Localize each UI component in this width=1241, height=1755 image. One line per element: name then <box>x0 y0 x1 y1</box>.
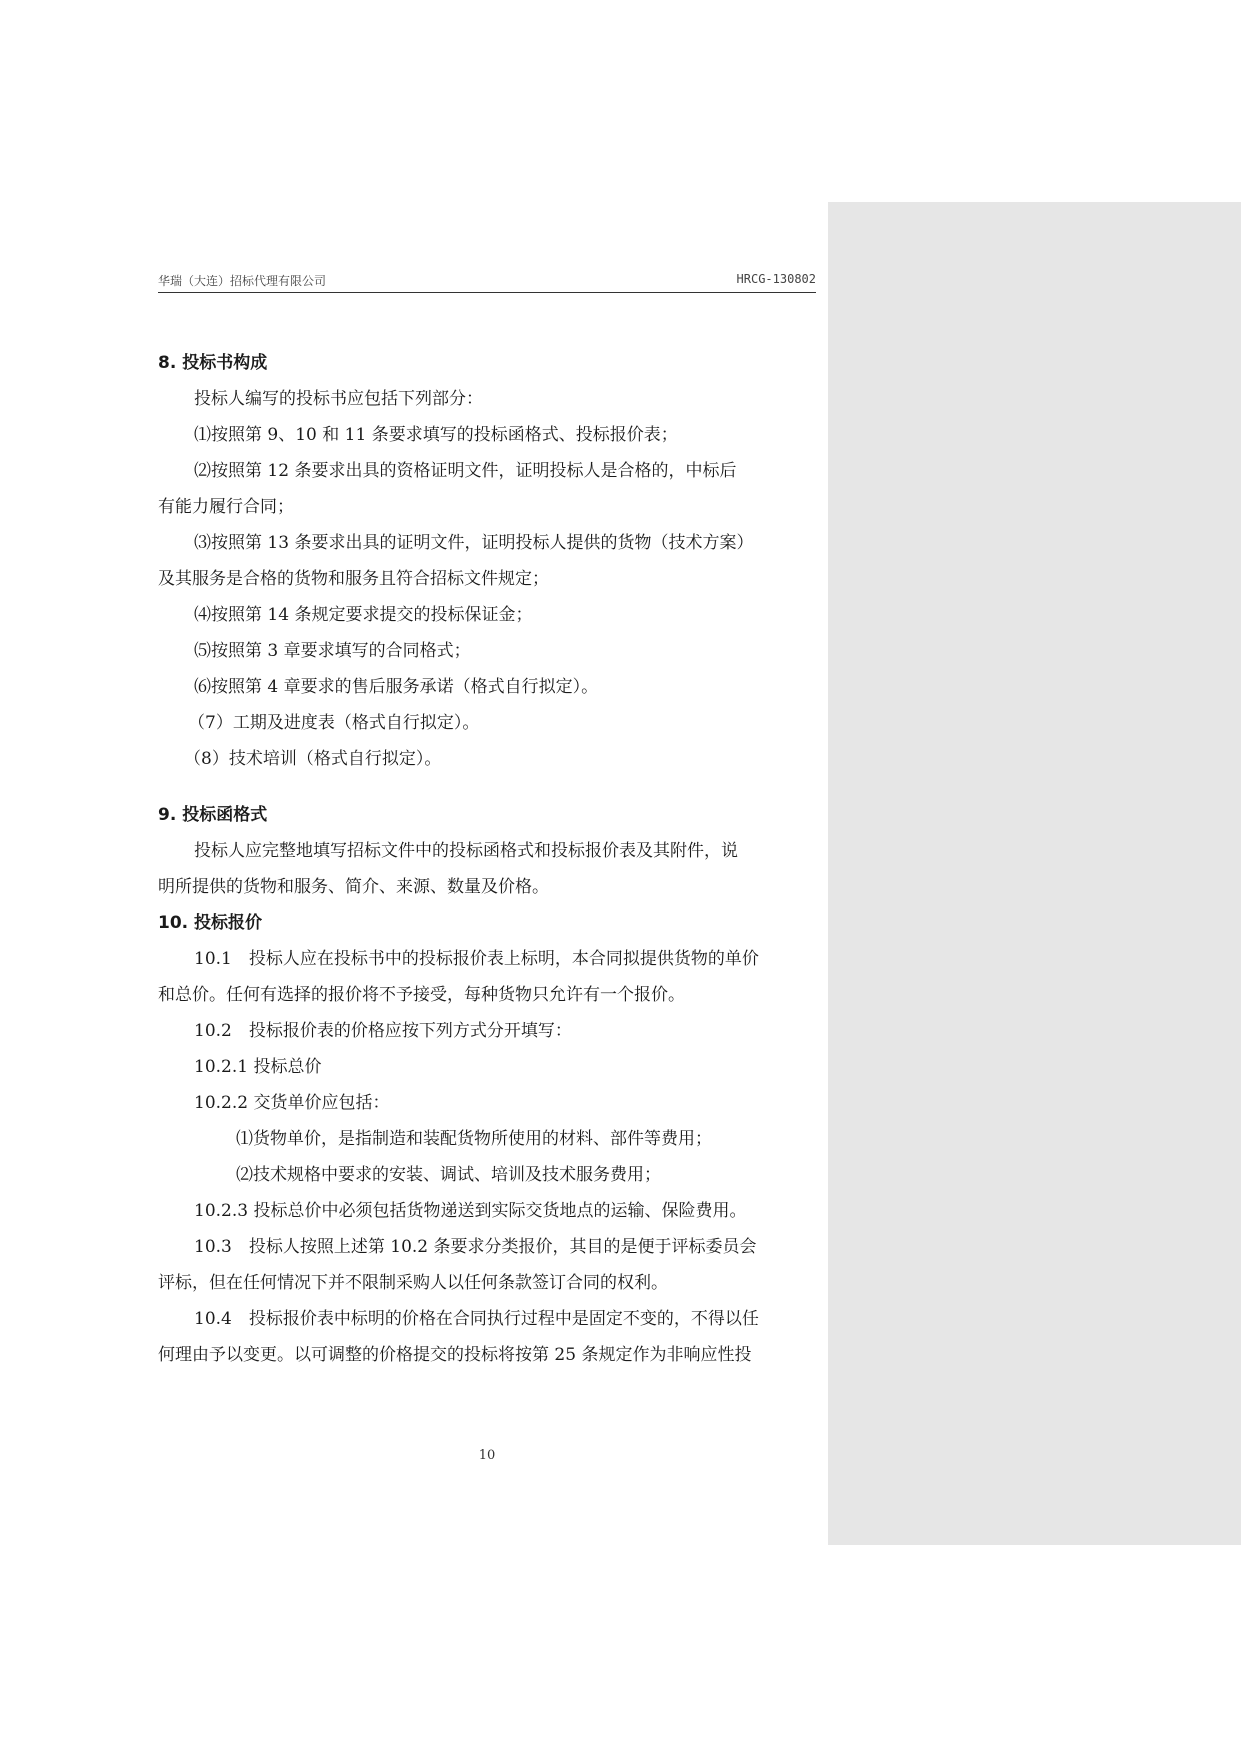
section-10-line: ⑵技术规格中要求的安装、调试、培训及技术服务费用； <box>236 1165 661 1185</box>
page-header <box>158 270 816 293</box>
section-10-line: 10.3 投标人按照上述第 10.2 条要求分类报价，其目的是便于评标委员会 <box>194 1237 757 1257</box>
section-9-line: 投标人应完整地填写招标文件中的投标函格式和投标报价表及其附件，说 <box>194 841 738 861</box>
section-10-line: 10.1 投标人应在投标书中的投标报价表上标明，本合同拟提供货物的单价 <box>194 949 759 969</box>
section-8-item: （7）工期及进度表（格式自行拟定）。 <box>188 713 480 733</box>
comment-pane <box>828 202 1241 1545</box>
header-doc-code: HRCG-130802 <box>736 272 816 286</box>
section-8-intro: 投标人编写的投标书应包括下列部分： <box>194 389 483 409</box>
header-company: 华瑞（大连）招标代理有限公司 <box>158 274 327 288</box>
section-10-line: ⑴货物单价，是指制造和装配货物所使用的材料、部件等费用； <box>236 1129 712 1149</box>
section-9-heading: 9. 投标函格式 <box>158 805 268 825</box>
section-8-item: ⑹按照第 4 章要求的售后服务承诺（格式自行拟定）。 <box>194 677 599 697</box>
section-8-item: ⑷按照第 14 条规定要求提交的投标保证金； <box>194 605 533 625</box>
section-9-line: 明所提供的货物和服务、简介、来源、数量及价格。 <box>158 877 549 897</box>
section-10-line: 何理由予以变更。以可调整的价格提交的投标将按第 25 条规定作为非响应性投 <box>158 1345 752 1365</box>
section-10-heading: 10. 投标报价 <box>158 913 263 933</box>
section-8-item-cont: 有能力履行合同； <box>158 497 294 517</box>
section-8-item: ⑵按照第 12 条要求出具的资格证明文件，证明投标人是合格的，中标后 <box>194 461 737 481</box>
section-10-line: 和总价。任何有选择的报价将不予接受，每种货物只允许有一个报价。 <box>158 985 685 1005</box>
section-8-item: （8）技术培训（格式自行拟定）。 <box>184 749 442 769</box>
section-10-line: 10.2 投标报价表的价格应按下列方式分开填写： <box>194 1021 572 1041</box>
section-10-line: 10.2.2 交货单价应包括： <box>194 1093 390 1113</box>
section-8-heading: 8. 投标书构成 <box>158 353 268 373</box>
section-10-line: 10.2.3 投标总价中必须包括货物递送到实际交货地点的运输、保险费用。 <box>194 1201 747 1221</box>
document-body <box>158 345 824 1373</box>
section-10-line: 10.2.1 投标总价 <box>194 1057 322 1077</box>
section-8-item: ⑴按照第 9、10 和 11 条要求填写的投标函格式、投标报价表； <box>194 425 678 445</box>
section-8-item-cont: 及其服务是合格的货物和服务且符合招标文件规定； <box>158 569 549 589</box>
section-8-item: ⑸按照第 3 章要求填写的合同格式； <box>194 641 471 661</box>
section-8-item: ⑶按照第 13 条要求出具的证明文件，证明投标人提供的货物（技术方案） <box>194 533 754 553</box>
page-number: 10 <box>478 1448 496 1463</box>
section-10-line: 评标，但在任何情况下并不限制采购人以任何条款签订合同的权利。 <box>158 1273 668 1293</box>
section-10-line: 10.4 投标报价表中标明的价格在合同执行过程中是固定不变的，不得以任 <box>194 1309 759 1329</box>
